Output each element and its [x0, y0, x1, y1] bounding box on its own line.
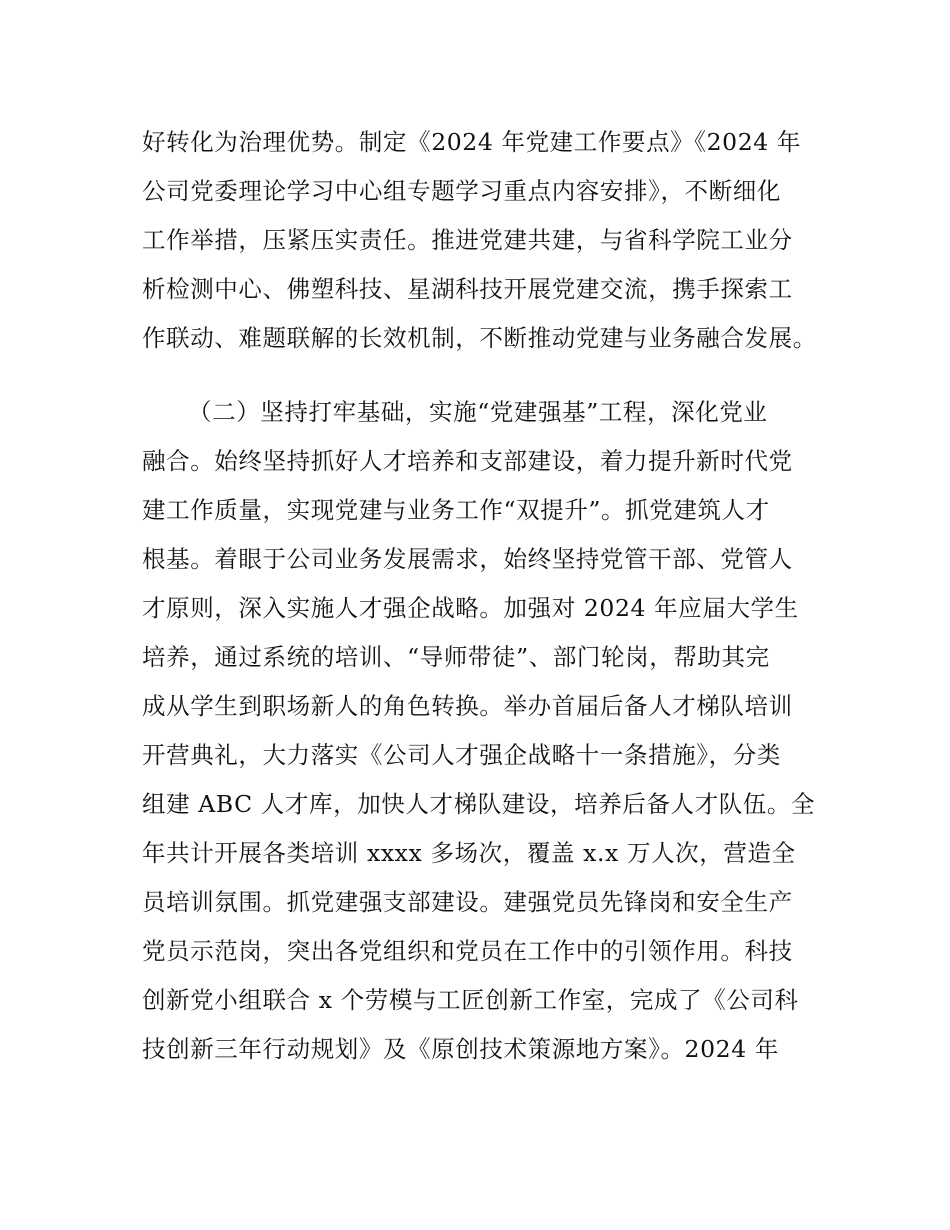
text-line: 根基。着眼于公司业务发展需求，始终坚持党管干部、党管人 [142, 545, 793, 573]
text-line: 工作举措，压紧压实责任。推进党建共建，与省科学院工业分 [142, 226, 793, 254]
text-line: 才原则，深入实施人才强企战略。加强对 2024 年应届大学生 [142, 594, 799, 622]
text-line: 创新党小组联合 x 个劳模与工匠创新工作室，完成了《公司科 [142, 986, 799, 1014]
text-line: 公司党委理论学习中心组专题学习重点内容安排》，不断细化 [142, 177, 781, 205]
text-line: 党员示范岗，突出各党组织和党员在工作中的引领作用。科技 [142, 937, 793, 965]
text-line: 开营典礼，大力落实《公司人才强企战略十一条措施》，分类 [142, 741, 781, 769]
text-line: 析检测中心、佛塑科技、星湖科技开展党建交流，携手探索工 [142, 275, 793, 303]
text-line: 好转化为治理优势。制定《2024 年党建工作要点》《2024 年 [142, 128, 802, 156]
text-line: 员培训氛围。抓党建强支部建设。建强党员先锋岗和安全生产 [142, 888, 793, 916]
text-line: 技创新三年行动规划》及《原创技术策源地方案》。2024 年 [142, 1035, 779, 1063]
text-line: 组建 ABC 人才库，加快人才梯队建设，培养后备人才队伍。全 [142, 790, 816, 818]
text-line: 建工作质量，实现党建与业务工作“双提升”。抓党建筑人才 [142, 496, 770, 524]
text-line: 融合。始终坚持抓好人才培养和支部建设，着力提升新时代党 [142, 447, 793, 475]
text-line: 年共计开展各类培训 xxxx 多场次，覆盖 x.x 万人次，营造全 [142, 839, 796, 867]
text-line: 培养，通过系统的培训、“导师带徒”、部门轮岗，帮助其完 [142, 643, 770, 671]
text-line: 成从学生到职场新人的角色转换。举办首届后备人才梯队培训 [142, 692, 793, 720]
text-line: 作联动、难题联解的长效机制，不断推动党建与业务融合发展。 [142, 324, 817, 352]
paragraph-start-line: （二）坚持打牢基础，实施“党建强基”工程，深化党业 [188, 398, 768, 426]
